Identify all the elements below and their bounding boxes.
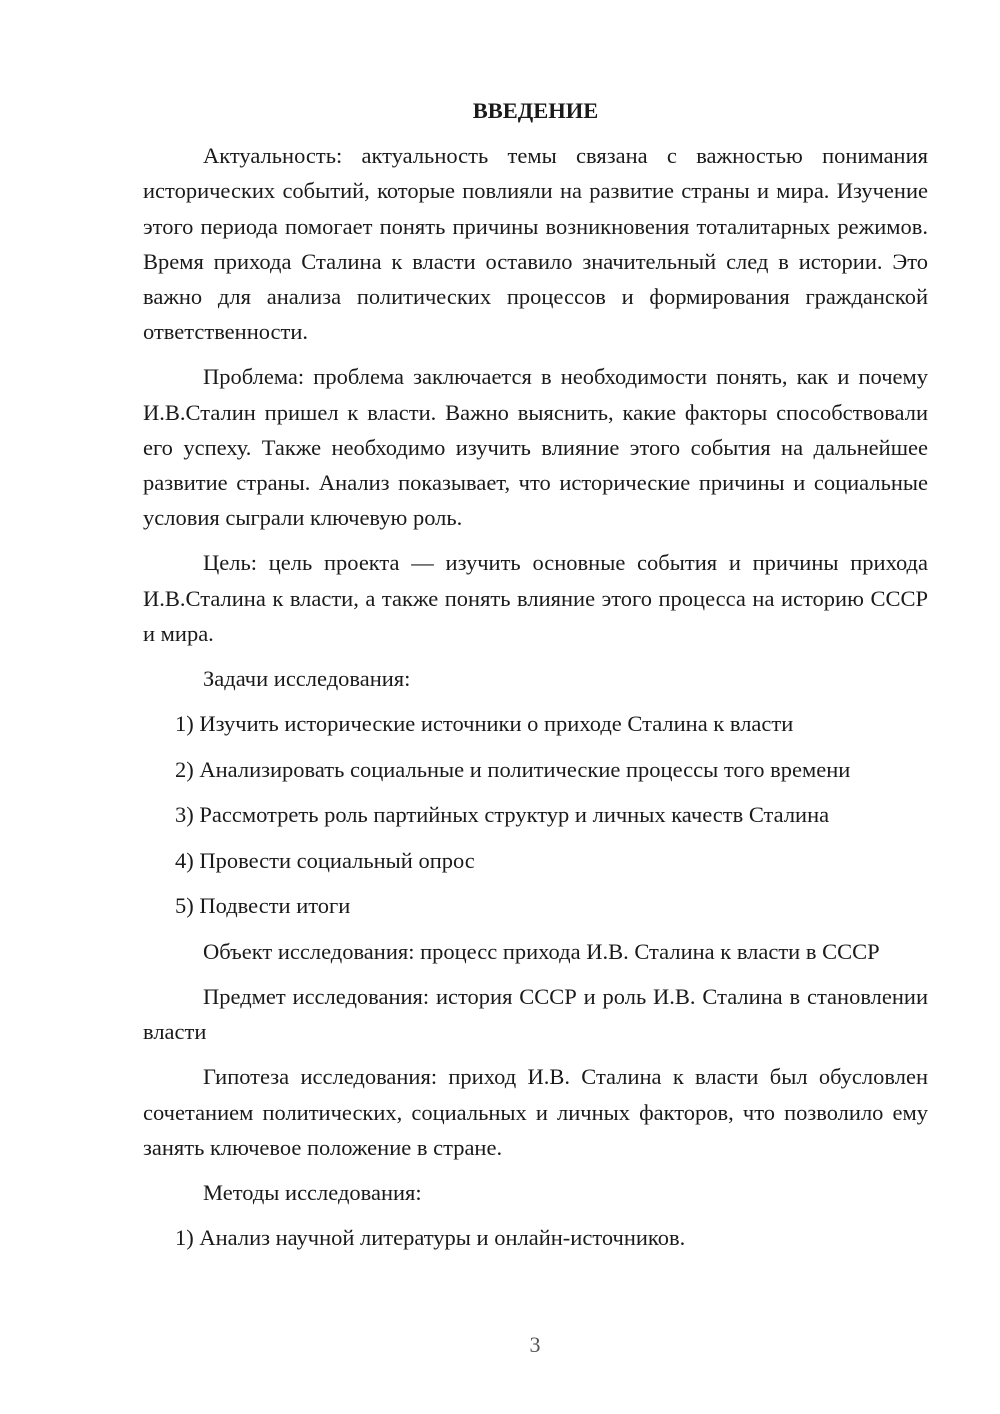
problem-paragraph: Проблема: проблема заключается в необходимости понять, как и почему И.В.Сталин пришел к власти. Важно выяснить, какие факторы способствовали его успеху. Также необходимо изучить влияние этого события на дальнейшее развитие страны. Анализ показывает, что исторические причины и социальные условия сыграли ключевую роль. [143,364,928,531]
page-title: ВВЕДЕНИЕ [472,98,599,123]
subject-paragraph: Предмет исследования: история СССР и роль И.В. Сталина в становлении власти [143,983,928,1045]
list-item: 1) Изучить исторические источники о приходе Сталина к власти [175,711,794,737]
tasks-heading: Задачи исследования: [203,666,411,692]
tasks-list [143,706,928,923]
hypothesis-paragraph: Гипотеза исследования: приход И.В. Сталина к власти был обусловлен сочетанием политических, социальных и личных факторов, что позволило ему занять ключевое положение в стране. [143,1064,928,1160]
page-content [143,93,928,1266]
methods-heading: Методы исследования: [203,1179,422,1205]
methods-list [143,1220,928,1255]
object-paragraph: Объект исследования: процесс прихода И.В. Сталина к власти в СССР [203,938,880,964]
list-item: 4) Провести социальный опрос [175,847,475,873]
list-item: 2) Анализировать социальные и политические процессы того времени [175,756,851,782]
relevance-paragraph: Актуальность: актуальность темы связана с важностью понимания исторических событий, которые повлияли на развитие страны и мира. Изучение этого периода помогает понять причины возникновения тоталитарных режимов. Время прихода Сталина к власти оставило значительный след в истории. Это важно для анализа политических процессов и формирования гражданской ответственности. [143,143,928,345]
list-item: 3) Рассмотреть роль партийных структур и личных качеств Сталина [175,802,830,828]
page-number: 3 [529,1332,541,1357]
list-item: 5) Подвести итоги [175,893,351,919]
goal-paragraph: Цель: цель проекта — изучить основные события и причины прихода И.В.Сталина к власти, а также понять влияние этого процесса на историю СССР и мира. [143,550,928,646]
list-item: 1) Анализ научной литературы и онлайн-источников. [175,1225,686,1251]
